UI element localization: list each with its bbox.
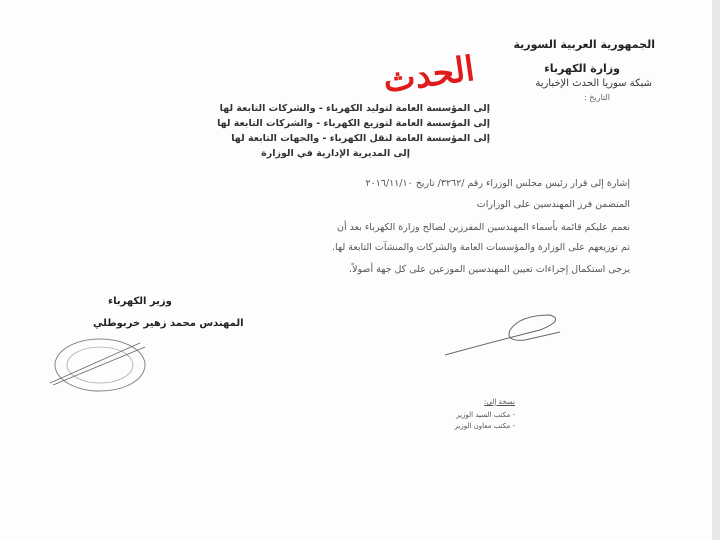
body-line: إشارة إلى قرار رئيس مجلس الوزراء رقم /٣٢٦٢/ تاريخ ٢٠١٦/١١/١٠ <box>365 178 630 189</box>
page-edge <box>712 0 720 540</box>
addressee: إلى المؤسسة العامة لنقل الكهرباء - والجهات التابعة لها <box>231 133 490 144</box>
date-label: التاريخ : <box>583 93 610 102</box>
body-line: المتضمن فرز المهندسين على الوزارات <box>476 199 630 210</box>
copy-recipient: - مكتب معاون الوزير <box>454 422 515 430</box>
signatory-title: وزير الكهرباء <box>108 296 172 307</box>
addressee: إلى المديرية الإدارية في الوزارة <box>261 148 410 159</box>
body-line: يرجى استكمال إجراءات تعيين المهندسين الموزعين على كل جهة أصولاً. <box>349 264 630 275</box>
network-name: شبكة سوريا الحدث الإخبارية <box>535 78 652 89</box>
copies-label: نسخة إلى: <box>484 398 515 406</box>
signature-scribble-icon <box>440 310 570 360</box>
copy-recipient: - مكتب السيد الوزير <box>456 411 515 419</box>
ministry-heading: وزارة الكهرباء <box>544 62 620 75</box>
addressee: إلى المؤسسة العامة لتوليد الكهرباء - والشركات التابعة لها <box>219 103 490 114</box>
country-heading: الجمهورية العربية السورية <box>513 38 655 51</box>
signatory-name: المهندس محمد زهير خربوطلي <box>93 318 244 329</box>
watermark-logo: الحدث <box>381 48 478 102</box>
official-stamp-icon <box>45 335 155 395</box>
addressee: إلى المؤسسة العامة لتوزيع الكهرباء - والشركات التابعة لها <box>217 118 490 129</box>
body-line: تم توزيعهم على الوزارة والمؤسسات العامة والشركات والمنشآت التابعة لها. <box>332 242 630 253</box>
body-line: نعمم عليكم قائمة بأسماء المهندسين المفرزين لصالح وزارة الكهرباء بعد أن <box>336 222 630 233</box>
